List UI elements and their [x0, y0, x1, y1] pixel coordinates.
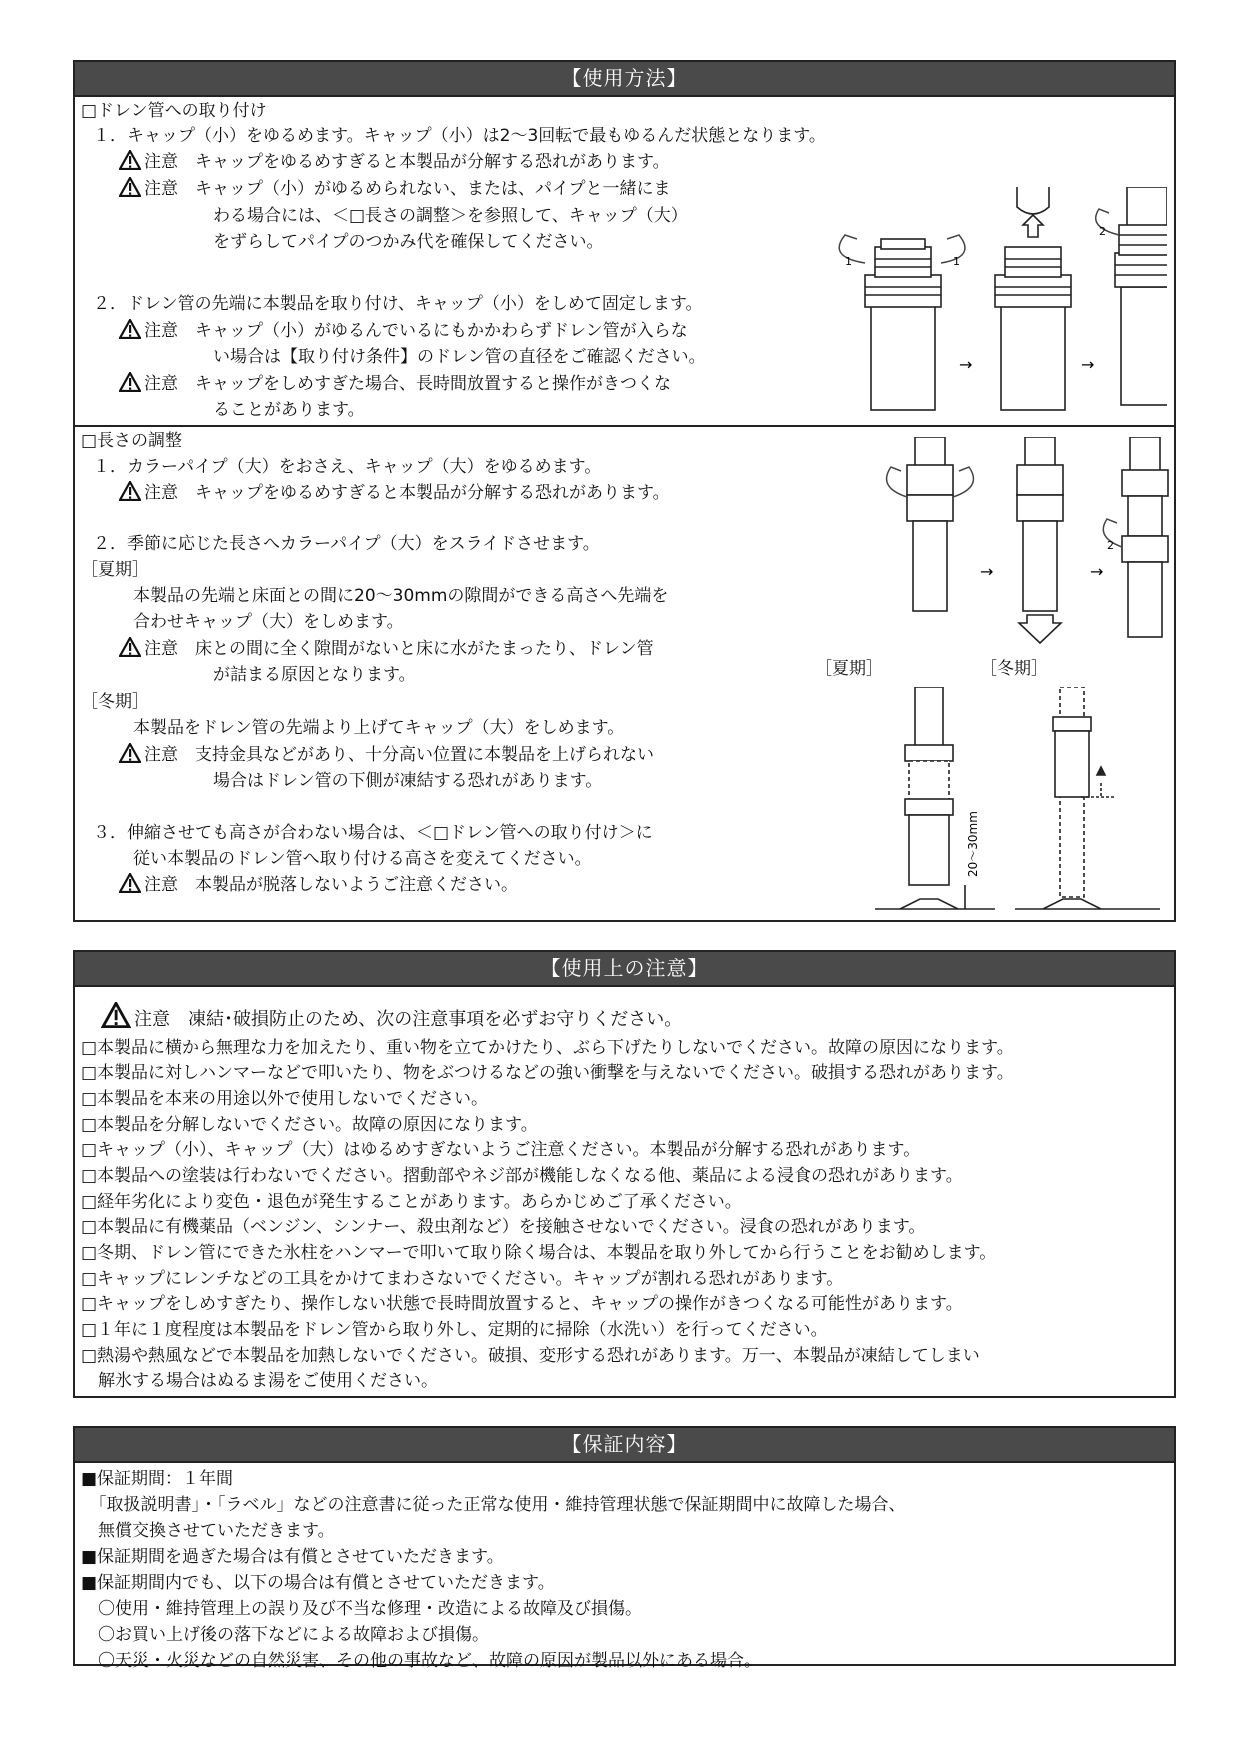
caution-item: □本製品に横から無理な力を加えたり、重い物を立てかけたり、ぶら下げたりしないでください。故障の原因になります。: [81, 1038, 1014, 1058]
caution-item: □経年劣化により変色・退色が発生することがあります。あらかじめご了承ください。: [81, 1192, 742, 1212]
caution-item: □１年に１度程度は本製品をドレン管から取り外し、定期的に掃除（水洗い）を行ってください。: [81, 1320, 828, 1340]
note-text: 注意 キャップ（小）がゆるんでいるにもかかわらずドレン管が入らな: [144, 321, 688, 341]
warranty-line: ■保証期間を過ぎた場合は有償とさせていただきます。: [81, 1547, 504, 1567]
cautions-title: 【使用上の注意】: [75, 952, 1174, 987]
caution-item: □本製品に有機薬品（ベンジン、シンナー、殺虫剤など）を接触させないでください。浸食の恐れがあります。: [81, 1217, 926, 1237]
length-step1: １．カラーパイプ（大）をおさえ、キャップ（大）をゆるめます。: [93, 457, 602, 477]
warranty-line: 〇天災・火災などの自然災害、その他の事故など、故障の原因が製品以外にある場合。: [81, 1651, 761, 1671]
caution-item: □本製品に対しハンマーなどで叩いたり、物をぶつけるなどの強い衝撃を与えないでください。破損する恐れがあります。: [81, 1063, 1014, 1083]
length-heading: □長さの調整: [81, 431, 183, 451]
note-text: 注意 床との間に全く隙間がないと床に水がたまったり、ドレン管: [144, 639, 654, 659]
usage-section: [73, 60, 1176, 922]
warning-icon: [119, 743, 141, 763]
warning-icon: [119, 372, 141, 392]
summer-text-a: 本製品の先端と床面との間に20〜30mmの隙間ができる高さへ先端を: [133, 586, 669, 606]
summer-note-b: が詰まる原因となります。: [213, 665, 416, 685]
attach-step1: １．キャップ（小）をゆるめます。キャップ（小）は2〜3回転で最もゆるんだ状態となります。: [93, 126, 826, 146]
caution-item: □キャップにレンチなどの工具をかけてまわさないでください。キャップが割れる恐れがあります。: [81, 1269, 844, 1289]
warning-icon: [101, 1002, 131, 1028]
arrow-label: →: [980, 562, 994, 581]
fig-winter-label: ［冬期］: [980, 659, 1048, 679]
arrow-label: →: [1081, 355, 1095, 374]
attach-block: [75, 97, 1174, 425]
warning-icon: [119, 150, 141, 170]
gap-dimension-label: 20〜30mm: [966, 811, 980, 877]
lead-text: 注意 凍結･破損防止のため、次の注意事項を必ずお守りください。: [134, 1009, 683, 1030]
attach-s2-note2: [119, 372, 671, 396]
warranty-line: ■保証期間：１年間: [81, 1469, 234, 1489]
attach-s2-note1: [119, 319, 688, 343]
warning-icon: [119, 481, 141, 501]
fig-summer-label: ［夏期］: [815, 659, 883, 679]
attach-s2-note2-b: ることがあります。: [213, 400, 365, 420]
attach-s1-note2: [119, 177, 671, 201]
attach-step2: ２．ドレン管の先端に本製品を取り付け、キャップ（小）をしめて固定します。: [93, 294, 703, 314]
summer-note: [119, 637, 654, 661]
winter-text-a: 本製品をドレン管の先端より上げてキャップ（大）をしめます。: [133, 718, 625, 738]
caution-item: □冬期、ドレン管にできた氷柱をハンマーで叩いて取り除く場合は、本製品を取り外してから行うことをお勧めします。: [81, 1243, 997, 1263]
rotation-count-label: 1: [953, 255, 960, 268]
note-text: 注意 キャップをゆるめすぎると本製品が分解する恐れがあります。: [144, 152, 670, 172]
warranty-section: [73, 1426, 1176, 1671]
warning-icon: [119, 873, 141, 893]
length-step3-a: ３．伸縮させても高さが合わない場合は、＜□ドレン管への取り付け＞に: [93, 823, 653, 843]
rotation-count-label: 1: [845, 255, 852, 268]
warranty-line: 無償交換させていただきます。: [81, 1521, 335, 1541]
note-text: 注意 キャップ（小）がゆるめられない、または、パイプと一緒にま: [144, 179, 671, 199]
attach-heading: □ドレン管への取り付け: [81, 101, 267, 121]
caution-item: □本製品を分解しないでください。故障の原因になります。: [81, 1115, 538, 1135]
winter-note: [119, 743, 654, 767]
rotation-count-label: 2: [1107, 539, 1114, 552]
length-s1-note: [119, 481, 670, 505]
caution-item: □キャップ（小）、キャップ（大）はゆるめすぎないようご注意ください。本製品が分解する恐れがあります。: [81, 1140, 921, 1160]
caution-item: □熱湯や熱風などで本製品を加熱しないでください。破損、変形する恐れがあります。万一、本製品が凍結してしまい: [81, 1346, 980, 1366]
caution-item: □本製品を本来の用途以外で使用しないでください。: [81, 1089, 489, 1109]
warning-icon: [119, 177, 141, 197]
attach-s1-note1: [119, 150, 670, 174]
length-s3-note: [119, 873, 518, 897]
length-block: [75, 427, 1174, 922]
attach-s2-note1-b: い場合は【取り付け条件】のドレン管の直径をご確認ください。: [213, 347, 706, 367]
length-step2: ２．季節に応じた長さへカラーパイプ（大）をスライドさせます。: [93, 534, 600, 554]
warning-icon: [119, 319, 141, 339]
slide-illustration: [885, 437, 1170, 647]
attach-illustration: [837, 187, 1167, 415]
warning-icon: [119, 637, 141, 657]
caution-item: 解氷する場合はぬるま湯をご使用ください。: [81, 1371, 438, 1391]
warranty-line: 〇使用・維持管理上の誤り及び不当な修理・改造による故障及び損傷。: [81, 1599, 642, 1619]
season-illustration: [875, 687, 1165, 917]
warranty-line: 「取扱説明書」・「ラベル」などの注意書に従った正常な使用・維持管理状態で保証期間中に故障した場合、: [81, 1495, 906, 1515]
winter-note-b: 場合はドレン管の下側が凍結する恐れがあります。: [213, 771, 603, 791]
arrow-label: →: [1090, 562, 1104, 581]
caution-item: □キャップをしめすぎたり、操作しない状態で長時間放置すると、キャップの操作がきつくなる可能性があります。: [81, 1294, 963, 1314]
note-text: 注意 本製品が脱落しないようご注意ください。: [144, 875, 518, 895]
winter-label: ［冬期］: [81, 692, 149, 712]
length-step3-b: 従い本製品のドレン管へ取り付ける高さを変えてください。: [133, 849, 592, 869]
summer-text-b: 合わせキャップ（大）をしめます。: [133, 612, 404, 632]
usage-title: 【使用方法】: [75, 62, 1174, 97]
cautions-lead: [101, 1002, 682, 1032]
rotation-count-label: 2: [1099, 225, 1106, 238]
warranty-line: ■保証期間内でも、以下の場合は有償とさせていただきます。: [81, 1573, 555, 1593]
note-text: 注意 支持金具などがあり、十分高い位置に本製品を上げられない: [144, 745, 654, 765]
warranty-title: 【保証内容】: [75, 1428, 1174, 1463]
summer-label: ［夏期］: [81, 560, 149, 580]
cautions-section: [73, 950, 1176, 1398]
note-text: 注意 キャップをゆるめすぎると本製品が分解する恐れがあります。: [144, 483, 670, 503]
caution-item: □本製品への塗装は行わないでください。摺動部やネジ部が機能しなくなる他、薬品による浸食の恐れがあります。: [81, 1166, 963, 1186]
warranty-line: 〇お買い上げ後の落下などによる故障および損傷。: [81, 1625, 489, 1645]
attach-s1-note2-c: をずらしてパイプのつかみ代を確保してください。: [213, 232, 604, 252]
note-text: 注意 キャップをしめすぎた場合、長時間放置すると操作がきつくな: [144, 374, 671, 394]
arrow-label: →: [959, 355, 973, 374]
attach-s1-note2-b: わる場合には、＜□長さの調整＞を参照して、キャップ（大）: [213, 206, 688, 226]
